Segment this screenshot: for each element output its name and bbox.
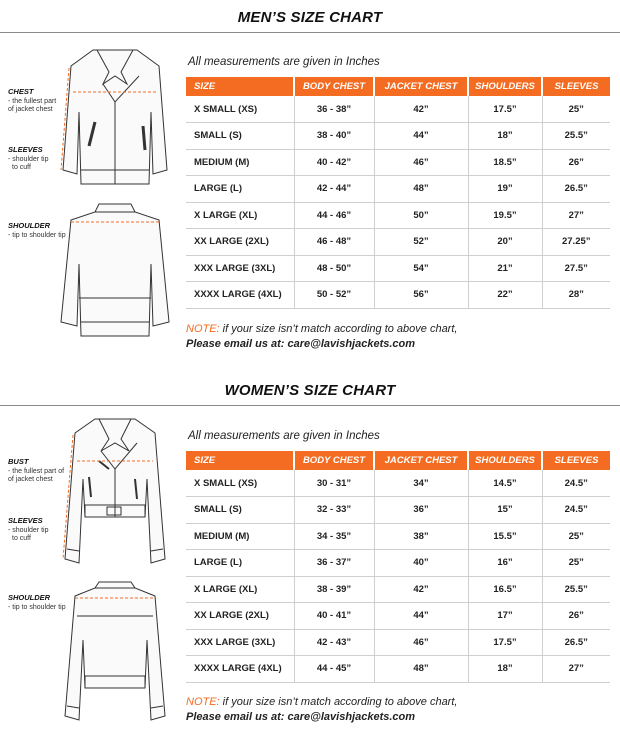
shoulders-cell: 20” bbox=[468, 229, 542, 256]
size-cell: XXX LARGE (3XL) bbox=[186, 255, 294, 282]
table-row bbox=[186, 470, 610, 497]
jacket-chest-cell: 42” bbox=[374, 576, 468, 603]
women-shoulder-label bbox=[8, 594, 66, 612]
size-cell: SMALL (S) bbox=[186, 123, 294, 150]
shoulders-cell: 15.5” bbox=[468, 523, 542, 550]
size-cell: XX LARGE (2XL) bbox=[186, 603, 294, 630]
table-row bbox=[186, 603, 610, 630]
men-sleeves-desc-2: to cuff bbox=[12, 164, 31, 171]
women-bust-desc-1: - the fullest part of bbox=[8, 467, 65, 475]
table-row bbox=[186, 176, 610, 203]
shoulders-cell: 14.5” bbox=[468, 470, 542, 497]
body-chest-cell: 36 - 38” bbox=[294, 96, 374, 123]
table-row bbox=[186, 255, 610, 282]
body-chest-cell: 32 - 33” bbox=[294, 497, 374, 524]
shoulders-cell: 15” bbox=[468, 497, 542, 524]
body-chest-cell: 38 - 39” bbox=[294, 576, 374, 603]
table-row bbox=[186, 523, 610, 550]
column-header-size: SIZE bbox=[186, 451, 294, 470]
jacket-chest-cell: 56” bbox=[374, 282, 468, 309]
women-sleeves-desc-1: - shoulder tip bbox=[8, 526, 49, 534]
sleeves-cell: 27” bbox=[542, 202, 610, 229]
table-row bbox=[186, 123, 610, 150]
women-jacket-back-illustration bbox=[55, 578, 175, 728]
body-chest-cell: 44 - 45” bbox=[294, 656, 374, 683]
table-row bbox=[186, 497, 610, 524]
body-chest-cell: 40 - 42” bbox=[294, 149, 374, 176]
men-chest-label bbox=[8, 88, 56, 115]
jacket-chest-cell: 36” bbox=[374, 497, 468, 524]
size-cell: X LARGE (XL) bbox=[186, 576, 294, 603]
body-chest-cell: 44 - 46” bbox=[294, 202, 374, 229]
jacket-chest-cell: 40” bbox=[374, 550, 468, 577]
sleeves-cell: 24.5” bbox=[542, 497, 610, 524]
men-note-label: NOTE: bbox=[186, 323, 220, 335]
table-row bbox=[186, 96, 610, 123]
sleeves-cell: 26.5” bbox=[542, 176, 610, 203]
jacket-chest-cell: 34” bbox=[374, 470, 468, 497]
jacket-chest-cell: 42” bbox=[374, 96, 468, 123]
jacket-chest-cell: 44” bbox=[374, 603, 468, 630]
men-note-text: if your size isn’t match according to above chart, bbox=[219, 323, 458, 335]
men-title-divider bbox=[0, 32, 620, 33]
size-cell: XXXX LARGE (4XL) bbox=[186, 282, 294, 309]
men-shoulder-desc-1: - tip to shoulder tip bbox=[8, 231, 66, 239]
body-chest-cell: 46 - 48” bbox=[294, 229, 374, 256]
men-table-header bbox=[186, 77, 610, 96]
sleeves-cell: 24.5” bbox=[542, 470, 610, 497]
column-header-size: SIZE bbox=[186, 77, 294, 96]
body-chest-cell: 40 - 41” bbox=[294, 603, 374, 630]
size-cell: LARGE (L) bbox=[186, 176, 294, 203]
women-table-header bbox=[186, 451, 610, 470]
shoulders-cell: 16.5” bbox=[468, 576, 542, 603]
body-chest-cell: 36 - 37” bbox=[294, 550, 374, 577]
sleeves-cell: 27.25” bbox=[542, 229, 610, 256]
sleeves-cell: 26” bbox=[542, 149, 610, 176]
table-row bbox=[186, 229, 610, 256]
table-row bbox=[186, 576, 610, 603]
women-sleeves-label bbox=[8, 517, 48, 544]
men-sleeves-title: SLEEVES bbox=[8, 145, 43, 154]
sleeves-cell: 25” bbox=[542, 96, 610, 123]
column-header-jacket-chest: JACKET CHEST bbox=[374, 451, 468, 470]
table-row bbox=[186, 629, 610, 656]
men-footnote bbox=[186, 322, 457, 352]
column-header-body-chest: BODY CHEST bbox=[294, 77, 374, 96]
shoulders-cell: 19” bbox=[468, 176, 542, 203]
column-header-jacket-chest: JACKET CHEST bbox=[374, 77, 468, 96]
sleeves-cell: 25.5” bbox=[542, 123, 610, 150]
men-chest-desc-1: - the fullest part bbox=[8, 97, 57, 105]
men-measurement-note: All measurements are given in Inches bbox=[188, 56, 380, 68]
jacket-chest-cell: 38” bbox=[374, 523, 468, 550]
men-chest-title: CHEST bbox=[8, 87, 34, 96]
men-shoulder-label bbox=[8, 222, 66, 240]
men-title: MEN’S SIZE CHART bbox=[237, 9, 383, 26]
jacket-chest-cell: 48” bbox=[374, 656, 468, 683]
women-sleeves-desc-2: to cuff bbox=[12, 535, 31, 542]
column-header-sleeves: SLEEVES bbox=[542, 77, 610, 96]
women-title-divider bbox=[0, 405, 620, 406]
table-row bbox=[186, 202, 610, 229]
women-jacket-front-illustration bbox=[55, 413, 175, 573]
men-jacket-back-illustration bbox=[55, 198, 175, 343]
size-cell: MEDIUM (M) bbox=[186, 523, 294, 550]
table-row bbox=[186, 550, 610, 577]
table-row bbox=[186, 282, 610, 309]
jacket-chest-cell: 54” bbox=[374, 255, 468, 282]
size-cell: SMALL (S) bbox=[186, 497, 294, 524]
column-header-shoulders: SHOULDERS bbox=[468, 77, 542, 96]
body-chest-cell: 48 - 50” bbox=[294, 255, 374, 282]
size-cell: MEDIUM (M) bbox=[186, 149, 294, 176]
size-cell: XXX LARGE (3XL) bbox=[186, 629, 294, 656]
women-size-table bbox=[186, 451, 610, 683]
women-bust-desc-2: of jacket chest bbox=[8, 476, 53, 483]
jacket-chest-cell: 46” bbox=[374, 629, 468, 656]
size-cell: LARGE (L) bbox=[186, 550, 294, 577]
table-row bbox=[186, 149, 610, 176]
column-header-sleeves: SLEEVES bbox=[542, 451, 610, 470]
women-shoulder-desc-1: - tip to shoulder tip bbox=[8, 603, 66, 611]
sleeves-cell: 25.5” bbox=[542, 576, 610, 603]
women-shoulder-title: SHOULDER bbox=[8, 593, 51, 602]
sleeves-cell: 26” bbox=[542, 603, 610, 630]
body-chest-cell: 30 - 31” bbox=[294, 470, 374, 497]
shoulders-cell: 22” bbox=[468, 282, 542, 309]
column-header-body-chest: BODY CHEST bbox=[294, 451, 374, 470]
shoulders-cell: 16” bbox=[468, 550, 542, 577]
men-shoulder-title: SHOULDER bbox=[8, 221, 51, 230]
shoulders-cell: 17.5” bbox=[468, 96, 542, 123]
sleeves-cell: 27” bbox=[542, 656, 610, 683]
jacket-chest-cell: 48” bbox=[374, 176, 468, 203]
size-cell: XX LARGE (2XL) bbox=[186, 229, 294, 256]
shoulders-cell: 17” bbox=[468, 603, 542, 630]
body-chest-cell: 34 - 35” bbox=[294, 523, 374, 550]
jacket-chest-cell: 52” bbox=[374, 229, 468, 256]
women-note-label: NOTE: bbox=[186, 696, 220, 708]
shoulders-cell: 21” bbox=[468, 255, 542, 282]
men-size-table bbox=[186, 77, 610, 309]
jacket-chest-cell: 46” bbox=[374, 149, 468, 176]
men-sleeves-label bbox=[8, 146, 48, 173]
size-cell: X SMALL (XS) bbox=[186, 470, 294, 497]
jacket-chest-cell: 44” bbox=[374, 123, 468, 150]
sleeves-cell: 25” bbox=[542, 523, 610, 550]
women-note-text: if your size isn’t match according to above chart, bbox=[219, 696, 458, 708]
women-title: WOMEN’S SIZE CHART bbox=[224, 382, 396, 399]
sleeves-cell: 25” bbox=[542, 550, 610, 577]
jacket-chest-cell: 50” bbox=[374, 202, 468, 229]
women-bust-label bbox=[8, 458, 64, 485]
body-chest-cell: 42 - 44” bbox=[294, 176, 374, 203]
body-chest-cell: 38 - 40” bbox=[294, 123, 374, 150]
men-sleeves-desc-1: - shoulder tip bbox=[8, 155, 49, 163]
size-cell: XXXX LARGE (4XL) bbox=[186, 656, 294, 683]
body-chest-cell: 42 - 43” bbox=[294, 629, 374, 656]
women-measurement-note: All measurements are given in Inches bbox=[188, 430, 380, 442]
size-cell: X LARGE (XL) bbox=[186, 202, 294, 229]
men-jacket-front-illustration bbox=[55, 42, 175, 192]
women-sleeves-title: SLEEVES bbox=[8, 516, 43, 525]
shoulders-cell: 18” bbox=[468, 123, 542, 150]
shoulders-cell: 17.5” bbox=[468, 629, 542, 656]
men-email-line: Please email us at: care@lavishjackets.com bbox=[186, 338, 416, 350]
column-header-shoulders: SHOULDERS bbox=[468, 451, 542, 470]
shoulders-cell: 18.5” bbox=[468, 149, 542, 176]
men-chest-desc-2: of jacket chest bbox=[8, 106, 53, 113]
shoulders-cell: 19.5” bbox=[468, 202, 542, 229]
shoulders-cell: 18” bbox=[468, 656, 542, 683]
women-email-line: Please email us at: care@lavishjackets.com bbox=[186, 711, 416, 723]
sleeves-cell: 27.5” bbox=[542, 255, 610, 282]
sleeves-cell: 26.5” bbox=[542, 629, 610, 656]
body-chest-cell: 50 - 52” bbox=[294, 282, 374, 309]
women-bust-title: BUST bbox=[8, 457, 29, 466]
women-footnote bbox=[186, 695, 457, 725]
size-cell: X SMALL (XS) bbox=[186, 96, 294, 123]
sleeves-cell: 28” bbox=[542, 282, 610, 309]
table-row bbox=[186, 656, 610, 683]
